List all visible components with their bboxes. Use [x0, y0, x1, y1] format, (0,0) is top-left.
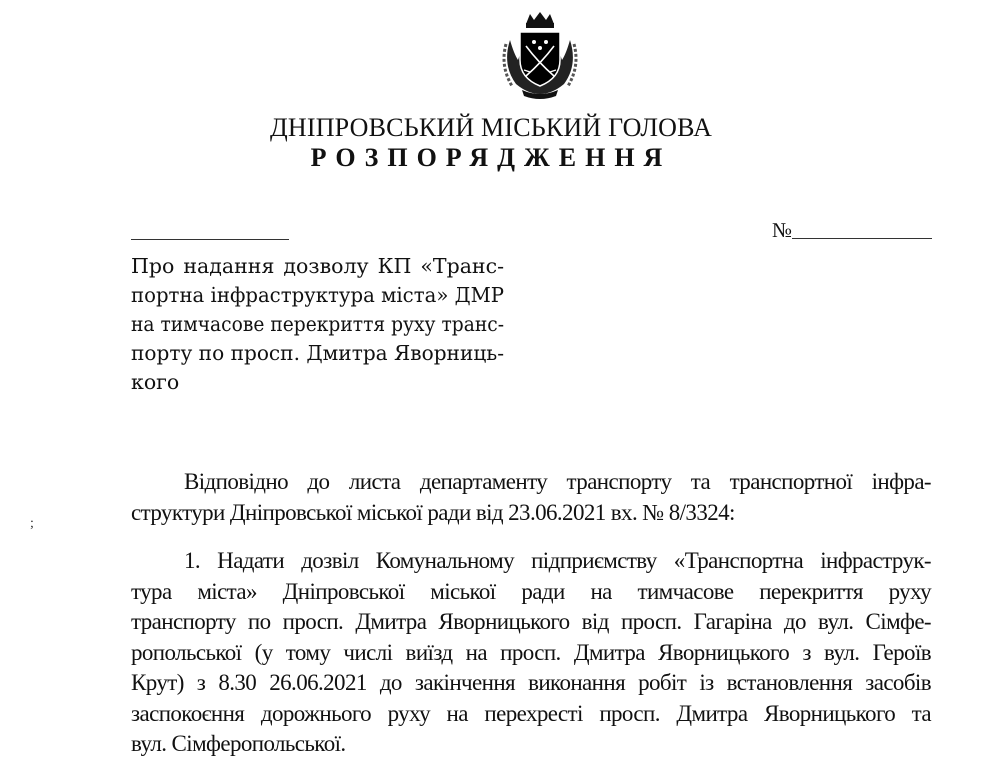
- paragraph-line: Крут) з 8.30 26.06.2021 до закінчення виконання робіт із встановлення засобів: [131, 670, 931, 695]
- subject-line: кого: [131, 370, 180, 394]
- paragraph-line: 1. Надати дозвіл Комунальному підприємству «Транспортна інфраструк-: [184, 548, 931, 573]
- margin-mark: ;: [30, 516, 34, 531]
- paragraph-line: вул. Сімферопольської.: [131, 731, 346, 756]
- item-1-paragraph: [131, 546, 931, 760]
- paragraph-line: транспорту по просп. Дмитра Яворницького від просп. Гагаріна до вул. Сімфе-: [131, 609, 931, 634]
- subject-line: на тимчасове перекриття руху транс-: [131, 312, 504, 336]
- document-subject: [131, 252, 504, 397]
- coat-of-arms-icon: [496, 10, 584, 100]
- dnipro-emblem-svg: [496, 10, 584, 100]
- date-blank-line: [131, 239, 289, 240]
- number-label: №: [772, 218, 793, 242]
- subject-line: Про надання дозволу КП «Транс-: [131, 254, 504, 278]
- paragraph-line: заспокоєння дорожнього руху на перехресті просп. Дмитра Яворницького та: [131, 700, 931, 726]
- paragraph-line: Відповідно до листа департаменту транспорту та транспортної інфра-: [184, 469, 931, 494]
- paragraph-line: структури Дніпровської міської ради від 23.06.2021 вх. № 8/3324:: [131, 499, 735, 525]
- paragraph-line: тура міста» Дніпровської міської ради на тимчасове перекриття руху: [131, 578, 931, 604]
- preamble-paragraph: [131, 467, 931, 528]
- paragraph-line: ропольської (у тому числі виїзд на просп. Дмитра Яворницького з вул. Героїв: [131, 639, 931, 665]
- subject-line: портна інфраструктура міста» ДМР: [131, 283, 504, 307]
- document-type-title: РОЗПОРЯДЖЕННЯ: [310, 143, 672, 172]
- number-blank-line: [792, 238, 932, 239]
- issuer-title: ДНІПРОВСЬКИЙ МІСЬКИЙ ГОЛОВА: [269, 113, 713, 142]
- subject-line: порту по просп. Дмитра Яворниць-: [131, 341, 504, 365]
